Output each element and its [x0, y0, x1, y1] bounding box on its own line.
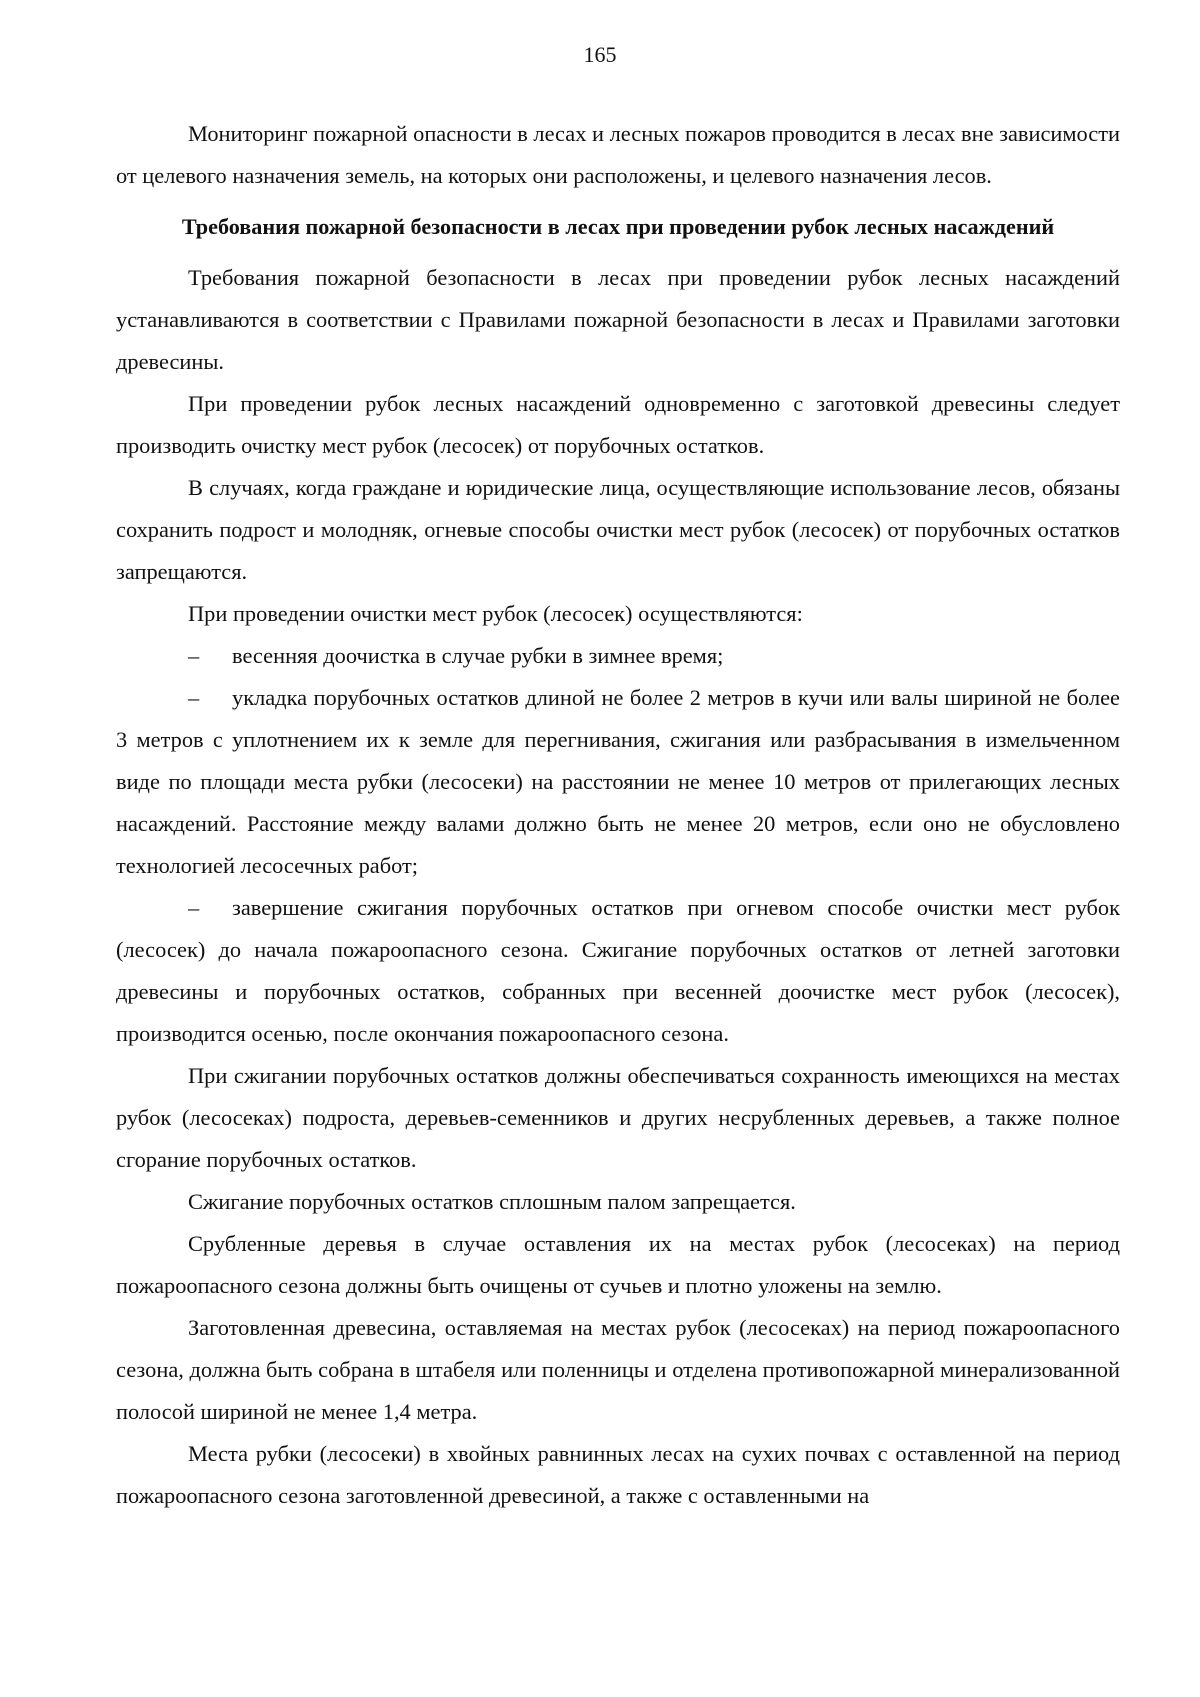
list-dash: –: [188, 643, 200, 668]
paragraph-burning-requirements: При сжигании порубочных остатков должны обеспечиваться сохранность имеющихся на местах рубок (лесосеках) подроста, деревьев-семенников и других несрубленных деревьев, а также полное сгорание порубочных остатков.: [116, 1063, 1120, 1172]
list-dash: –: [188, 895, 200, 920]
paragraph-fire-methods-prohibited: В случаях, когда граждане и юридические лица, осуществляющие использование лесов, обязаны сохранить подрост и молодняк, огневые способы очистки мест рубок (лесосек) от порубочных остатков запрещаются.: [116, 475, 1120, 584]
section-heading: Требования пожарной безопасности в лесах при проведении рубок лесных насаждений: [181, 214, 1055, 239]
page-number: 165: [583, 42, 617, 67]
list-item: [116, 677, 1120, 887]
paragraph-solid-burning-prohibited: Сжигание порубочных остатков сплошным палом запрещается.: [188, 1189, 796, 1214]
paragraph-monitoring: Мониторинг пожарной опасности в лесах и лесных пожаров проводится в лесах вне зависимости от целевого назначения земель, на которых они расположены, и целевого назначения лесов.: [116, 121, 1120, 188]
paragraph-felled-trees: Срубленные деревья в случае оставления их на местах рубок (лесосеках) на период пожароопасного сезона должны быть очищены от сучьев и плотно уложены на землю.: [116, 1231, 1120, 1298]
paragraph-list-intro: При проведении очистки мест рубок (лесосек) осуществляются:: [188, 601, 803, 626]
list-dash: –: [188, 685, 200, 710]
paragraph-coniferous-forests: Места рубки (лесосеки) в хвойных равнинных лесах на сухих почвах с оставленной на период пожароопасного сезона заготовленной древесиной, а также с оставленными на: [116, 1441, 1120, 1508]
document-body: [116, 113, 1120, 1517]
list-item-text: завершение сжигания порубочных остатков при огневом способе очистки мест рубок (лесосек) до начала пожароопасного сезона. Сжигание порубочных остатков от летней заготовки древесины и порубочных остатков, собранных при весенней доочистке мест рубок (лесосек), производится осенью, после окончания пожароопасного сезона.: [116, 895, 1120, 1046]
list-item-text: укладка порубочных остатков длиной не более 2 метров в кучи или валы шириной не более 3 метров с уплотнением их к земле для перегнивания, сжигания или разбрасывания в измельченном виде по площади места рубки (лесосеки) на расстоянии не менее 10 метров от прилегающих лесных насаждений. Расстояние между валами должно быть не менее 20 метров, если оно не обусловлено технологией лесосечных работ;: [116, 685, 1120, 878]
paragraph-requirements: Требования пожарной безопасности в лесах при проведении рубок лесных насаждений устанавливаются в соответствии с Правилами пожарной безопасности в лесах и Правилами заготовки древесины.: [116, 265, 1120, 374]
paragraph-harvested-wood: Заготовленная древесина, оставляемая на местах рубок (лесосеках) на период пожароопасного сезона, должна быть собрана в штабеля или поленницы и отделена противопожарной минерализованной полосой шириной не менее 1,4 метра.: [116, 1315, 1120, 1424]
list-item: [116, 887, 1120, 1055]
list-item: [116, 635, 1120, 677]
list-item-text: весенняя доочистка в случае рубки в зимнее время;: [232, 643, 724, 668]
paragraph-cleaning: При проведении рубок лесных насаждений одновременно с заготовкой древесины следует производить очистку мест рубок (лесосек) от порубочных остатков.: [116, 391, 1120, 458]
